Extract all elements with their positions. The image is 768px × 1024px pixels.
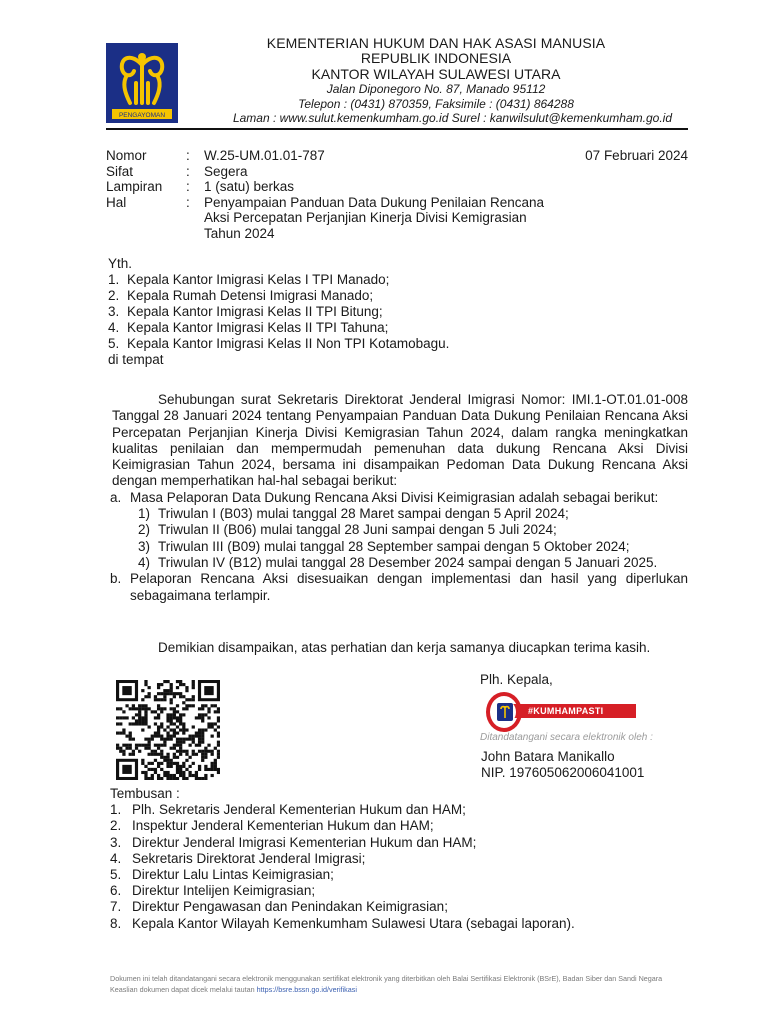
verification-qr-code — [116, 680, 220, 780]
item-number: 3) — [137, 538, 150, 554]
list-item — [132, 555, 688, 571]
office-web: Laman : www.sulut.kemenkumham.go.id Surel : kanwilsulut@kemenkumham.go.id — [232, 111, 672, 125]
point-text: Masa Pelaporan Data Dukung Rencana Aksi Divisi Keimigrasian adalah sebagai berikut: — [130, 489, 659, 505]
footer-line-1: Dokumen ini telah ditandatangani secara elektronik menggunakan sertifikat elektronik yang diterbitkan oleh Balai Sertifikasi Elektronik (BSrE), Badan Siber dan Sandi Negara — [110, 974, 663, 983]
office-phone: Telepon : (0431) 870359, Faksimile : (0431) 864288 — [298, 96, 574, 111]
signer-name: John Batara Manikallo — [481, 749, 615, 764]
item-number: 2) — [137, 522, 150, 538]
footer-line-2 — [110, 984, 710, 995]
greeting: Yth. — [108, 256, 133, 271]
field-value: Segera — [204, 163, 248, 179]
item-text: Sekretaris Direktorat Jenderal Imigrasi; — [132, 850, 366, 866]
list-item — [108, 272, 608, 288]
list-item — [108, 304, 608, 320]
point-text: Pelaporan Rencana Aksi disesuaikan dengan implementasi dan hasil yang diperlukan sebagaimana terlampir. — [130, 571, 688, 603]
item-text: Kepala Kantor Imigrasi Kelas II Non TPI Kotamobagu. — [127, 336, 450, 351]
e-signature-note: Ditandatangani secara elektronik oleh : — [480, 732, 653, 743]
field-value: Penyampaian Panduan Data Dukung Penilaian Rencana Aksi Percepatan Perjanjian Kinerja Divisi Kemigrasian Tahun 2024 — [204, 194, 544, 241]
field-lampiran — [106, 179, 566, 195]
signer-nip: NIP. 197605062006041001 — [481, 765, 645, 780]
item-text: Direktur Jenderal Imigrasi Kementerian Hukum dan HAM; — [132, 834, 477, 850]
field-label: Sifat — [106, 163, 134, 179]
item-number: 2. — [110, 818, 122, 834]
letter-fields — [106, 148, 566, 241]
signature-title: Plh. Kepala, — [480, 672, 553, 687]
list-item — [110, 802, 670, 818]
item-number: 3. — [108, 304, 120, 319]
item-text: Direktur Intelijen Keimigrasian; — [132, 883, 316, 899]
list-item — [110, 835, 670, 851]
item-number: 1. — [108, 272, 120, 287]
item-number: 7. — [110, 899, 122, 915]
item-number: 4. — [110, 850, 122, 866]
e-signature-footer — [110, 973, 710, 995]
item-number: 1) — [137, 506, 150, 522]
list-item — [108, 336, 608, 352]
field-colon: : — [186, 163, 190, 179]
item-text: Triwulan III (B09) mulai tanggal 28 September sampai dengan 5 Oktober 2024; — [158, 538, 630, 554]
list-item — [110, 916, 670, 932]
stamp-label: #KUMHAMPASTI — [502, 704, 636, 718]
kumhampasti-stamp — [480, 692, 660, 736]
signer-block — [481, 749, 644, 781]
logo-caption: PENGAYOMAN — [118, 112, 166, 119]
point-b — [110, 571, 688, 604]
item-text: Plh. Sekretaris Jenderal Kementerian Hukum dan HAM; — [132, 802, 466, 818]
item-number: 2. — [108, 288, 120, 303]
list-item — [110, 899, 670, 915]
field-colon: : — [186, 194, 190, 210]
item-number: 5. — [108, 336, 120, 351]
verification-link[interactable]: https://bsre.bssn.go.id/verifikasi — [256, 985, 357, 994]
point-a — [110, 490, 688, 506]
item-text: Kepala Kantor Imigrasi Kelas II TPI Bitung; — [127, 304, 383, 319]
item-number: 1. — [110, 802, 122, 818]
addressee-block — [108, 256, 608, 368]
field-colon: : — [186, 179, 190, 194]
item-number: 4. — [108, 320, 120, 335]
field-label: Lampiran — [106, 179, 163, 194]
item-text: Triwulan II (B06) mulai tanggal 28 Juni sampai dengan 5 Juli 2024; — [158, 522, 557, 538]
field-colon: : — [186, 148, 190, 163]
tembusan-heading: Tembusan : — [110, 786, 180, 801]
letter-date: 07 Februari 2024 — [585, 148, 688, 163]
tembusan-list — [110, 802, 670, 932]
point-marker: a. — [110, 489, 122, 505]
point-marker: b. — [110, 571, 122, 587]
field-sifat — [106, 164, 566, 180]
list-item — [110, 818, 670, 834]
list-item — [110, 867, 670, 883]
item-number: 4) — [137, 554, 150, 570]
period-list — [132, 506, 688, 571]
field-nomor — [106, 148, 566, 164]
stamp-emblem-icon — [494, 700, 516, 724]
item-text: Triwulan I (B03) mulai tanggal 28 Maret sampai dengan 5 April 2024; — [158, 506, 569, 522]
list-item — [132, 506, 688, 522]
item-text: Kepala Kantor Imigrasi Kelas II TPI Tahuna; — [127, 320, 389, 335]
list-item — [132, 539, 688, 555]
item-number: 5. — [110, 867, 122, 883]
item-text: Kepala Kantor Wilayah Kemenkumham Sulawesi Utara (sebagai laporan). — [132, 915, 575, 931]
letterhead — [196, 36, 676, 126]
field-value: 1 (satu) berkas — [204, 179, 295, 194]
field-value: W.25-UM.01.01-787 — [204, 148, 325, 163]
item-text: Triwulan IV (B12) mulai tanggal 28 Desember 2024 sampai dengan 5 Januari 2025. — [158, 554, 658, 570]
list-item — [110, 883, 670, 899]
item-text: Kepala Rumah Detensi Imigrasi Manado; — [127, 288, 374, 303]
office-address: Jalan Diponegoro No. 87, Manado 95112 — [326, 82, 546, 96]
footer-prefix: Keaslian dokumen dapat dicek melalui tautan — [110, 985, 255, 994]
item-text: Direktur Lalu Lintas Keimigrasian; — [132, 867, 334, 883]
intro-paragraph: Sehubungan surat Sekretaris Direktorat Jenderal Imigrasi Nomor: IMI.1-OT.01.01-008 Tanggal 28 Januari 2024 tentang Penyampaian Panduan Data Dukung Penilaian Rencana Aksi Percepatan Perjanjian Kinerja Divisi Kemigrasian Tahun 2024, dalam rangka meningkatkan kualitas penilaian dan mempermudah pemenuhan data dukung Rencana Aksi Divisi Keimigrasian Tahun 2024, bersama ini disampaikan Pedoman Data Dukung Rencana Aksi dengan memperhatikan hal-hal sebagai berikut: — [112, 392, 688, 489]
closing-sentence: Demikian disampaikan, atas perhatian dan kerja samanya diucapkan terima kasih. — [158, 640, 651, 655]
place: di tempat — [108, 352, 164, 367]
letterhead-divider — [106, 128, 688, 130]
recipient-list — [108, 272, 608, 352]
field-hal — [106, 195, 566, 242]
tembusan-block — [110, 786, 670, 932]
item-text: Inspektur Jenderal Kementerian Hukum dan HAM; — [132, 818, 434, 834]
list-item — [110, 851, 670, 867]
list-item — [132, 522, 688, 538]
office-name: KANTOR WILAYAH SULAWESI UTARA — [311, 66, 561, 82]
field-label: Nomor — [106, 148, 147, 163]
letter-body — [112, 392, 688, 604]
list-item — [108, 320, 608, 336]
item-text: Direktur Pengawasan dan Penindakan Keimigrasian; — [132, 899, 448, 915]
list-item — [108, 288, 608, 304]
field-label: Hal — [106, 194, 127, 210]
item-number: 3. — [110, 834, 122, 850]
item-number: 8. — [110, 915, 122, 931]
item-text: Kepala Kantor Imigrasi Kelas I TPI Manado; — [127, 272, 390, 287]
item-number: 6. — [110, 883, 122, 899]
ministry-name: KEMENTERIAN HUKUM DAN HAK ASASI MANUSIA — [266, 35, 606, 51]
country-name: REPUBLIK INDONESIA — [360, 50, 512, 66]
pengayoman-logo — [106, 43, 178, 123]
